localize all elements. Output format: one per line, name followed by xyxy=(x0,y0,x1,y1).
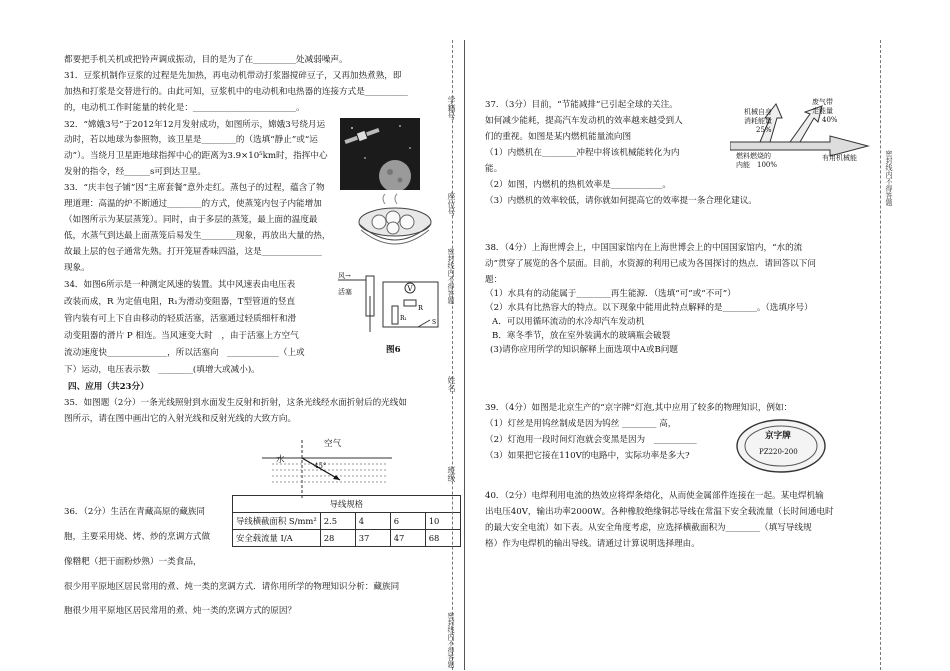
wind-speed-figure xyxy=(338,272,448,357)
q36-line: 像糌粑（把干面粉炒熟）一类食品， xyxy=(64,557,202,567)
section-heading: 四、应用（共23分） xyxy=(68,382,149,392)
q35-line: 图所示，请在图中画出它的入射光线和反射光线的大致方向。 xyxy=(64,414,297,424)
q38-line: B．寒冬季节，放在室外装满水的玻璃瓶会破裂 xyxy=(492,331,671,341)
binding-line xyxy=(452,40,453,670)
fuel-label: 内能 100% xyxy=(736,161,778,169)
q38-line: 题： xyxy=(485,275,503,285)
table-cell: 4 xyxy=(355,513,390,530)
q40-line: 出电压40V，输出功率2000W。各种橡胶绝缘铜芯导线在常温下安全载流量（长时间通电时 xyxy=(485,507,834,517)
wire-spec-table xyxy=(232,495,461,547)
q32-line: 发射的指令，经______s可到达卫星。 xyxy=(64,167,206,177)
student-no-label: 学籍号 xyxy=(447,96,456,120)
q33-line: 故最上层的包子通常先熟。打开笼屉香味四溢，这是______________ xyxy=(64,247,322,257)
table-cell: 47 xyxy=(390,530,425,547)
energy-flow-figure xyxy=(730,96,870,174)
q34-line: 34．如图6所示是一种测定风速的装置。其中风速表由电压表 xyxy=(64,280,296,290)
bulb-rating-label: PZ220-200 xyxy=(759,448,798,456)
q38-line: 38．（4分）上海世博会上，中国国家馆内在上海世博会上的中国国家馆内，“水的流 xyxy=(485,243,803,253)
switch-label: S xyxy=(432,319,437,326)
q36-line: 很少用平原地区居民常用的煮、炖一类的烹调方式．请你用所学的物理知识分析：藏族同 xyxy=(64,582,400,592)
rheostat-label: R₁ xyxy=(400,315,407,322)
water-label: 水 xyxy=(276,455,285,465)
q34-line: 管内装有可上下自由移动的轻质活塞，活塞通过轻质细杆和滑 xyxy=(64,314,297,324)
exhaust-label: 走能量 xyxy=(812,107,833,115)
table-title: 导线规格 xyxy=(233,496,461,513)
q33-line: （如图所示为某层蒸笼）。同时，由于多层的蒸笼，最上面的温度最 xyxy=(64,215,318,225)
table-cell: 10 xyxy=(425,513,460,530)
q31-line: 的，电动机工作时能量的转化是：________________________。 xyxy=(64,103,305,113)
useful-energy-label: 有用机械能 xyxy=(822,154,857,162)
table-cell: 68 xyxy=(425,530,460,547)
piston-label: 活塞 xyxy=(338,288,352,296)
q39-line: （1）灯丝是用钨丝制成是因为钨丝 ________ 高， xyxy=(485,419,677,429)
wind-label: 风→ xyxy=(338,272,351,280)
q34-line: 动变阻器的滑片 P 相连。当风速变大时 ，由于活塞上方空气 xyxy=(64,331,299,341)
q36-line: 36．（2分）生活在青藏高原的藏族同 xyxy=(64,507,206,517)
q39-line: （2）灯泡用一段时间灯泡就会变黑是因为 __________ xyxy=(485,435,697,445)
fuel-label: 燃料燃烧的 xyxy=(736,152,771,160)
q32-line: 动时，若以地球为参照物，该卫星是________的（选填“静止”或“运 xyxy=(64,135,318,145)
q33-line: 33．“庆丰包子铺”因“主席套餐”意外走红。蒸包子的过程，蕴含了物 xyxy=(64,183,325,193)
q38-line: （1）水具有的动能属于________再生能源．（选填“可”或“不可”） xyxy=(485,289,736,299)
q39-line: （3）如果把它接在110V的电路中，实际功率是多大? xyxy=(485,451,690,461)
table-cell: 28 xyxy=(320,530,355,547)
satellite-figure xyxy=(340,118,420,190)
q37-line: 能。 xyxy=(485,164,503,174)
resistor-label: R xyxy=(418,304,423,312)
refraction-figure xyxy=(262,440,392,500)
q38-line: 动”贯穿了展览的各个层面。目前，水资源的利用已成为各国探讨的热点．请回答以下问 xyxy=(485,259,816,269)
q32-line: 动”）。当绕月卫星距地球指挥中心的距离为3.9×10⁵km时，指挥中心 xyxy=(64,151,328,161)
angle-label: 45° xyxy=(314,462,327,470)
class-label: 班级 xyxy=(447,466,456,482)
q33-line: 现象。 xyxy=(64,263,90,273)
q33-line: 低，水蒸气到达最上面蒸笼后易发生________现象，再放出大量的热， xyxy=(64,231,331,241)
binding-line xyxy=(464,40,465,670)
right-binding-line xyxy=(880,40,881,670)
q34-line: 流动速度快______________，所以活塞向 ____________（上或 xyxy=(64,348,305,358)
table-row xyxy=(233,530,461,547)
q37-line: （3）内燃机的效率较低，请你就如何提高它的效率提一条合理化建议。 xyxy=(485,196,757,206)
q38-line: （2）水具有比热容大的特点。以下现象中能用此特点解释的是________。（选填序号） xyxy=(485,303,813,313)
figure-caption: 图6 xyxy=(386,345,401,355)
exhaust-label: 废气带 xyxy=(812,98,833,106)
q38-line: A．可以用循环流动的水冷却汽车发动机 xyxy=(492,317,645,327)
mech-loss-percent: 25% xyxy=(756,126,772,134)
steamer-figure xyxy=(355,192,435,257)
mech-loss-label: 消耗能量 xyxy=(744,117,772,125)
table-cell: 37 xyxy=(355,530,390,547)
q37-line: （2）如图，内燃机的热机效率是____________。 xyxy=(485,180,671,190)
q37-line: 如何减少能耗，提高汽车发动机的效率越来越受到人 xyxy=(485,116,683,126)
q37-line: （1）内燃机在________冲程中将该机械能转化为内 xyxy=(485,148,680,158)
exhaust-percent: 40% xyxy=(822,116,838,124)
q40-line: 40．（2分）电焊利用电流的热效应将焊条熔化，从而使金属部件连接在一起。某电焊机输 xyxy=(485,491,824,501)
q35-line: 35．如图题（2分）一条光线照射到水面发生反射和折射，这条光线经水面折射后的光线如 xyxy=(64,398,407,408)
voltmeter-symbol: V xyxy=(407,285,413,293)
row-label: 安全载流量 I/A xyxy=(233,530,321,547)
q31-line: 31．豆浆机制作豆浆的过程是先加热，再电动机带动打浆器搅碎豆子，又再加热煮熟，即 xyxy=(64,71,402,81)
row-label: 导线横截面积 S/mm² xyxy=(233,513,321,530)
q34-line: 改装而成，R 为定值电阻，R₁为滑动变阻器，T型管道的竖直 xyxy=(64,297,296,307)
seat-no-label: 座位号 xyxy=(447,192,456,216)
q34-line: 下）运动，电压表示数 ________(填增大或减小)。 xyxy=(64,365,260,375)
bulb-stamp-figure xyxy=(735,418,827,474)
q37-line: 们的重视。如图是某内燃机能量流向图 xyxy=(485,132,632,142)
table-cell: 6 xyxy=(390,513,425,530)
q32-line: 32．“嫦娥3号”于2012年12月发射成功，如图所示，嫦娥3号绕月运 xyxy=(64,120,326,130)
table-row xyxy=(233,513,461,530)
q40-line: 格）作为电焊机的输出导线。请通过计算说明选择理由。 xyxy=(485,539,700,549)
q36-line: 胞，主要采用烧、烤、炒的烹调方式做 xyxy=(64,532,211,542)
q38-line: (3)请你应用所学的知识解释上面选项中A或B问题 xyxy=(490,345,678,355)
q31-line: 加热和打浆是交替进行的。由此可知，豆浆机中的电动机和电热器的连接方式是__________ xyxy=(64,87,408,97)
name-label: 姓名 xyxy=(447,376,456,392)
q37-line: 37．（3分）目前，“节能减排”已引起全球的关注。 xyxy=(485,100,678,110)
mech-loss-label: 机械自身 xyxy=(744,108,772,116)
seal-notice: 密封线内不得答题 xyxy=(447,612,455,668)
table-cell: 2.5 xyxy=(320,513,355,530)
q30-line: 都要把手机关机或把铃声调成振动，目的是为了在__________处减弱噪声。 xyxy=(64,55,348,65)
q33-line: 理道理：高温的炉不断通过________的方式，使蒸笼内包子内能增加 xyxy=(64,199,322,209)
seal-notice: 密封线内不得答题 xyxy=(885,150,893,206)
q40-line: 的最大安全电流）如下表。从安全角度考虑，应选择横截面积为________（填写导线规 xyxy=(485,523,812,533)
q36-line: 胞很少用平原地区居民常用的煮、炖一类的烹调方式的原因？ xyxy=(64,606,297,616)
bulb-brand-label: 京字牌 xyxy=(765,431,791,441)
air-label: 空气 xyxy=(324,439,342,449)
q39-line: 39．（4分）如图是北京生产的“京字牌”灯泡,其中应用了较多的物理知识，例如： xyxy=(485,403,793,413)
seal-notice: 密封线内不得答题 xyxy=(447,248,455,304)
